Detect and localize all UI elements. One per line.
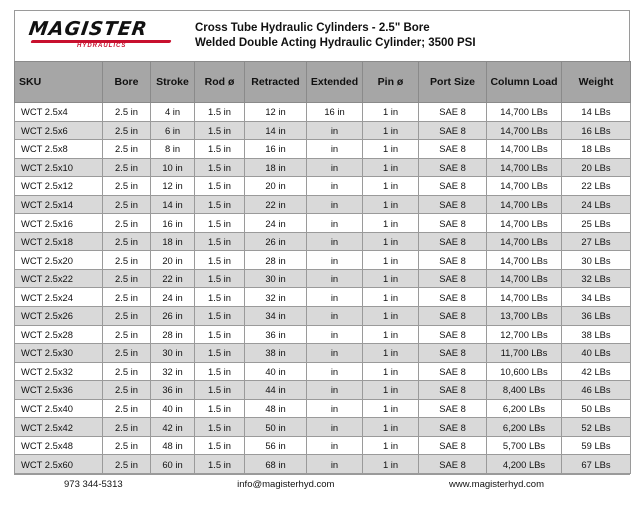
table-cell: SAE 8 — [419, 399, 487, 418]
table-cell: 14,700 LBs — [487, 121, 562, 140]
table-cell: 2.5 in — [103, 251, 151, 270]
table-cell: 1 in — [363, 121, 419, 140]
table-cell: SAE 8 — [419, 269, 487, 288]
table-cell: 14,700 LBs — [487, 195, 562, 214]
table-cell: WCT 2.5x18 — [15, 232, 103, 251]
table-cell: WCT 2.5x24 — [15, 288, 103, 307]
table-cell: 1 in — [363, 214, 419, 233]
title-block — [195, 21, 476, 51]
table-cell: 1 in — [363, 436, 419, 455]
table-cell: WCT 2.5x30 — [15, 344, 103, 363]
table-row — [15, 195, 631, 214]
footer-phone: 973 344-5313 — [64, 478, 123, 490]
table-cell: in — [307, 288, 363, 307]
table-cell: 1 in — [363, 195, 419, 214]
table-cell: 1 in — [363, 251, 419, 270]
table-cell: 1.5 in — [195, 288, 245, 307]
spec-sheet — [14, 10, 630, 490]
footer-email: info@magisterhyd.com — [237, 478, 335, 490]
table-row — [15, 140, 631, 159]
table-cell: in — [307, 418, 363, 437]
table-cell: 1 in — [363, 177, 419, 196]
table-cell: 1.5 in — [195, 103, 245, 122]
table-cell: 24 in — [245, 214, 307, 233]
table-cell: in — [307, 158, 363, 177]
column-header: Port Size — [419, 62, 487, 103]
table-cell: 2.5 in — [103, 399, 151, 418]
table-row — [15, 251, 631, 270]
table-cell: SAE 8 — [419, 103, 487, 122]
table-cell: SAE 8 — [419, 195, 487, 214]
table-cell: 34 LBs — [562, 288, 631, 307]
table-row — [15, 214, 631, 233]
table-cell: SAE 8 — [419, 214, 487, 233]
table-cell: 6,200 LBs — [487, 399, 562, 418]
table-cell: SAE 8 — [419, 455, 487, 474]
table-cell: 14,700 LBs — [487, 232, 562, 251]
table-cell: 40 LBs — [562, 344, 631, 363]
table-cell: 2.5 in — [103, 177, 151, 196]
table-cell: 1.5 in — [195, 344, 245, 363]
table-cell: 27 LBs — [562, 232, 631, 251]
table-cell: 2.5 in — [103, 103, 151, 122]
table-cell: 14,700 LBs — [487, 103, 562, 122]
table-cell: 50 in — [245, 418, 307, 437]
table-cell: 2.5 in — [103, 232, 151, 251]
table-cell: 1 in — [363, 140, 419, 159]
table-row — [15, 158, 631, 177]
table-cell: 30 in — [151, 344, 195, 363]
table-cell: 1.5 in — [195, 455, 245, 474]
table-row — [15, 121, 631, 140]
table-cell: 34 in — [245, 307, 307, 326]
table-cell: 2.5 in — [103, 195, 151, 214]
table-cell: in — [307, 195, 363, 214]
table-cell: 28 in — [245, 251, 307, 270]
table-cell: 1 in — [363, 362, 419, 381]
table-cell: 1.5 in — [195, 140, 245, 159]
table-cell: 14,700 LBs — [487, 288, 562, 307]
table-cell: 13,700 LBs — [487, 307, 562, 326]
table-row — [15, 325, 631, 344]
table-cell: 10 in — [151, 158, 195, 177]
table-cell: SAE 8 — [419, 325, 487, 344]
table-cell: 1.5 in — [195, 214, 245, 233]
table-row — [15, 103, 631, 122]
table-cell: 46 LBs — [562, 381, 631, 400]
table-cell: in — [307, 232, 363, 251]
table-cell: 1 in — [363, 232, 419, 251]
table-cell: 30 in — [245, 269, 307, 288]
table-cell: 26 in — [151, 307, 195, 326]
table-cell: 1 in — [363, 455, 419, 474]
table-cell: 60 in — [151, 455, 195, 474]
logo-wordmark: MAGISTER — [27, 18, 150, 40]
table-cell: 40 in — [151, 399, 195, 418]
table-cell: 1.5 in — [195, 269, 245, 288]
table-cell: 2.5 in — [103, 381, 151, 400]
table-cell: WCT 2.5x12 — [15, 177, 103, 196]
table-cell: 36 in — [151, 381, 195, 400]
table-cell: in — [307, 140, 363, 159]
table-cell: 40 in — [245, 362, 307, 381]
table-cell: 68 in — [245, 455, 307, 474]
table-cell: 14,700 LBs — [487, 269, 562, 288]
table-row — [15, 399, 631, 418]
table-cell: 14,700 LBs — [487, 177, 562, 196]
column-header: Retracted — [245, 62, 307, 103]
table-row — [15, 381, 631, 400]
table-cell: SAE 8 — [419, 288, 487, 307]
table-cell: 28 in — [151, 325, 195, 344]
table-cell: 12 in — [245, 103, 307, 122]
table-cell: 4,200 LBs — [487, 455, 562, 474]
table-cell: 1 in — [363, 269, 419, 288]
table-cell: SAE 8 — [419, 177, 487, 196]
spec-table — [14, 61, 631, 474]
table-cell: WCT 2.5x26 — [15, 307, 103, 326]
table-cell: 1 in — [363, 103, 419, 122]
table-cell: SAE 8 — [419, 140, 487, 159]
table-cell: in — [307, 381, 363, 400]
table-cell: 1.5 in — [195, 418, 245, 437]
table-cell: 36 LBs — [562, 307, 631, 326]
table-row — [15, 307, 631, 326]
table-cell: 8,400 LBs — [487, 381, 562, 400]
table-cell: in — [307, 214, 363, 233]
table-cell: 18 LBs — [562, 140, 631, 159]
table-row — [15, 269, 631, 288]
table-row — [15, 455, 631, 474]
table-cell: 2.5 in — [103, 362, 151, 381]
table-cell: 14 in — [245, 121, 307, 140]
table-cell: WCT 2.5x28 — [15, 325, 103, 344]
table-cell: 2.5 in — [103, 325, 151, 344]
page-subtitle: Welded Double Acting Hydraulic Cylinder; 3500 PSI — [195, 37, 476, 49]
table-cell: 6,200 LBs — [487, 418, 562, 437]
table-cell: 2.5 in — [103, 121, 151, 140]
table-cell: 20 in — [245, 177, 307, 196]
table-cell: 2.5 in — [103, 418, 151, 437]
table-cell: 20 LBs — [562, 158, 631, 177]
table-cell: 1.5 in — [195, 121, 245, 140]
logo-subtitle: HYDRAULICS — [77, 43, 127, 49]
table-cell: 52 LBs — [562, 418, 631, 437]
table-cell: WCT 2.5x48 — [15, 436, 103, 455]
table-cell: 1.5 in — [195, 195, 245, 214]
table-cell: in — [307, 399, 363, 418]
table-cell: 1.5 in — [195, 307, 245, 326]
table-cell: 1.5 in — [195, 381, 245, 400]
table-cell: WCT 2.5x40 — [15, 399, 103, 418]
table-cell: 14,700 LBs — [487, 251, 562, 270]
table-cell: 2.5 in — [103, 436, 151, 455]
table-cell: 20 in — [151, 251, 195, 270]
table-cell: in — [307, 455, 363, 474]
table-cell: in — [307, 121, 363, 140]
table-cell: 1.5 in — [195, 362, 245, 381]
table-cell: 2.5 in — [103, 455, 151, 474]
table-cell: 4 in — [151, 103, 195, 122]
table-cell: 56 in — [245, 436, 307, 455]
table-cell: 18 in — [151, 232, 195, 251]
table-cell: 2.5 in — [103, 288, 151, 307]
table-cell: 16 in — [307, 103, 363, 122]
table-cell: SAE 8 — [419, 381, 487, 400]
table-cell: 50 LBs — [562, 399, 631, 418]
table-cell: 32 in — [151, 362, 195, 381]
column-header: Stroke — [151, 62, 195, 103]
table-cell: 16 LBs — [562, 121, 631, 140]
table-cell: 32 LBs — [562, 269, 631, 288]
table-cell: WCT 2.5x6 — [15, 121, 103, 140]
table-cell: in — [307, 436, 363, 455]
table-cell: 36 in — [245, 325, 307, 344]
table-cell: WCT 2.5x14 — [15, 195, 103, 214]
table-cell: 1 in — [363, 288, 419, 307]
column-header: Bore — [103, 62, 151, 103]
table-cell: in — [307, 269, 363, 288]
table-cell: 1.5 in — [195, 399, 245, 418]
table-cell: 25 LBs — [562, 214, 631, 233]
table-cell: 67 LBs — [562, 455, 631, 474]
table-cell: 38 in — [245, 344, 307, 363]
table-cell: 22 in — [151, 269, 195, 288]
table-cell: 14,700 LBs — [487, 158, 562, 177]
table-cell: SAE 8 — [419, 418, 487, 437]
table-cell: 44 in — [245, 381, 307, 400]
table-row — [15, 418, 631, 437]
table-cell: in — [307, 307, 363, 326]
table-cell: 1.5 in — [195, 232, 245, 251]
table-cell: 24 in — [151, 288, 195, 307]
table-cell: SAE 8 — [419, 251, 487, 270]
table-cell: 14 in — [151, 195, 195, 214]
table-row — [15, 288, 631, 307]
table-cell: 2.5 in — [103, 214, 151, 233]
table-cell: 1.5 in — [195, 436, 245, 455]
table-cell: WCT 2.5x36 — [15, 381, 103, 400]
table-row — [15, 344, 631, 363]
table-cell: SAE 8 — [419, 344, 487, 363]
table-cell: 1 in — [363, 307, 419, 326]
table-cell: 1.5 in — [195, 251, 245, 270]
column-header: Extended — [307, 62, 363, 103]
table-cell: 24 LBs — [562, 195, 631, 214]
table-cell: in — [307, 177, 363, 196]
table-cell: in — [307, 362, 363, 381]
table-cell: 16 in — [245, 140, 307, 159]
table-cell: 16 in — [151, 214, 195, 233]
table-cell: 2.5 in — [103, 140, 151, 159]
table-cell: SAE 8 — [419, 436, 487, 455]
table-cell: WCT 2.5x22 — [15, 269, 103, 288]
page-title: Cross Tube Hydraulic Cylinders - 2.5" Bore — [195, 22, 430, 34]
column-header: Weight — [562, 62, 631, 103]
table-cell: 48 in — [151, 436, 195, 455]
table-cell: 1 in — [363, 344, 419, 363]
table-cell: SAE 8 — [419, 232, 487, 251]
table-cell: 1 in — [363, 381, 419, 400]
table-cell: WCT 2.5x42 — [15, 418, 103, 437]
table-cell: 42 in — [151, 418, 195, 437]
table-cell: 2.5 in — [103, 344, 151, 363]
table-cell: 14,700 LBs — [487, 140, 562, 159]
table-cell: WCT 2.5x8 — [15, 140, 103, 159]
table-cell: 22 LBs — [562, 177, 631, 196]
table-cell: SAE 8 — [419, 362, 487, 381]
table-cell: 1.5 in — [195, 158, 245, 177]
table-cell: 1.5 in — [195, 177, 245, 196]
table-row — [15, 362, 631, 381]
table-cell: 2.5 in — [103, 307, 151, 326]
table-cell: WCT 2.5x4 — [15, 103, 103, 122]
table-cell: 42 LBs — [562, 362, 631, 381]
table-cell: 1 in — [363, 399, 419, 418]
table-cell: 6 in — [151, 121, 195, 140]
table-cell: 1 in — [363, 418, 419, 437]
table-cell: 1 in — [363, 325, 419, 344]
table-header-row — [15, 62, 631, 103]
table-cell: in — [307, 251, 363, 270]
table-cell: 10,600 LBs — [487, 362, 562, 381]
table-cell: 32 in — [245, 288, 307, 307]
table-cell: WCT 2.5x16 — [15, 214, 103, 233]
table-cell: 38 LBs — [562, 325, 631, 344]
table-cell: 2.5 in — [103, 158, 151, 177]
table-cell: WCT 2.5x10 — [15, 158, 103, 177]
table-cell: 59 LBs — [562, 436, 631, 455]
table-cell: in — [307, 325, 363, 344]
table-cell: 2.5 in — [103, 269, 151, 288]
table-cell: WCT 2.5x60 — [15, 455, 103, 474]
table-cell: SAE 8 — [419, 121, 487, 140]
table-cell: 12,700 LBs — [487, 325, 562, 344]
brand-logo — [29, 16, 179, 56]
table-cell: in — [307, 344, 363, 363]
table-cell: 1.5 in — [195, 325, 245, 344]
column-header: SKU — [15, 62, 103, 103]
table-cell: 11,700 LBs — [487, 344, 562, 363]
footer — [14, 474, 630, 490]
column-header: Column Load — [487, 62, 562, 103]
footer-website: www.magisterhyd.com — [448, 478, 544, 490]
table-cell: 30 LBs — [562, 251, 631, 270]
table-cell: 8 in — [151, 140, 195, 159]
table-body — [15, 103, 631, 474]
header — [14, 10, 630, 61]
column-header: Pin ø — [363, 62, 419, 103]
table-cell: 14,700 LBs — [487, 214, 562, 233]
column-header: Rod ø — [195, 62, 245, 103]
table-row — [15, 436, 631, 455]
table-cell: WCT 2.5x32 — [15, 362, 103, 381]
table-cell: SAE 8 — [419, 158, 487, 177]
table-row — [15, 232, 631, 251]
table-cell: 14 LBs — [562, 103, 631, 122]
table-cell: 18 in — [245, 158, 307, 177]
table-cell: 1 in — [363, 158, 419, 177]
table-cell: 26 in — [245, 232, 307, 251]
table-row — [15, 177, 631, 196]
table-cell: WCT 2.5x20 — [15, 251, 103, 270]
table-cell: SAE 8 — [419, 307, 487, 326]
table-cell: 5,700 LBs — [487, 436, 562, 455]
table-cell: 12 in — [151, 177, 195, 196]
table-cell: 22 in — [245, 195, 307, 214]
table-cell: 48 in — [245, 399, 307, 418]
